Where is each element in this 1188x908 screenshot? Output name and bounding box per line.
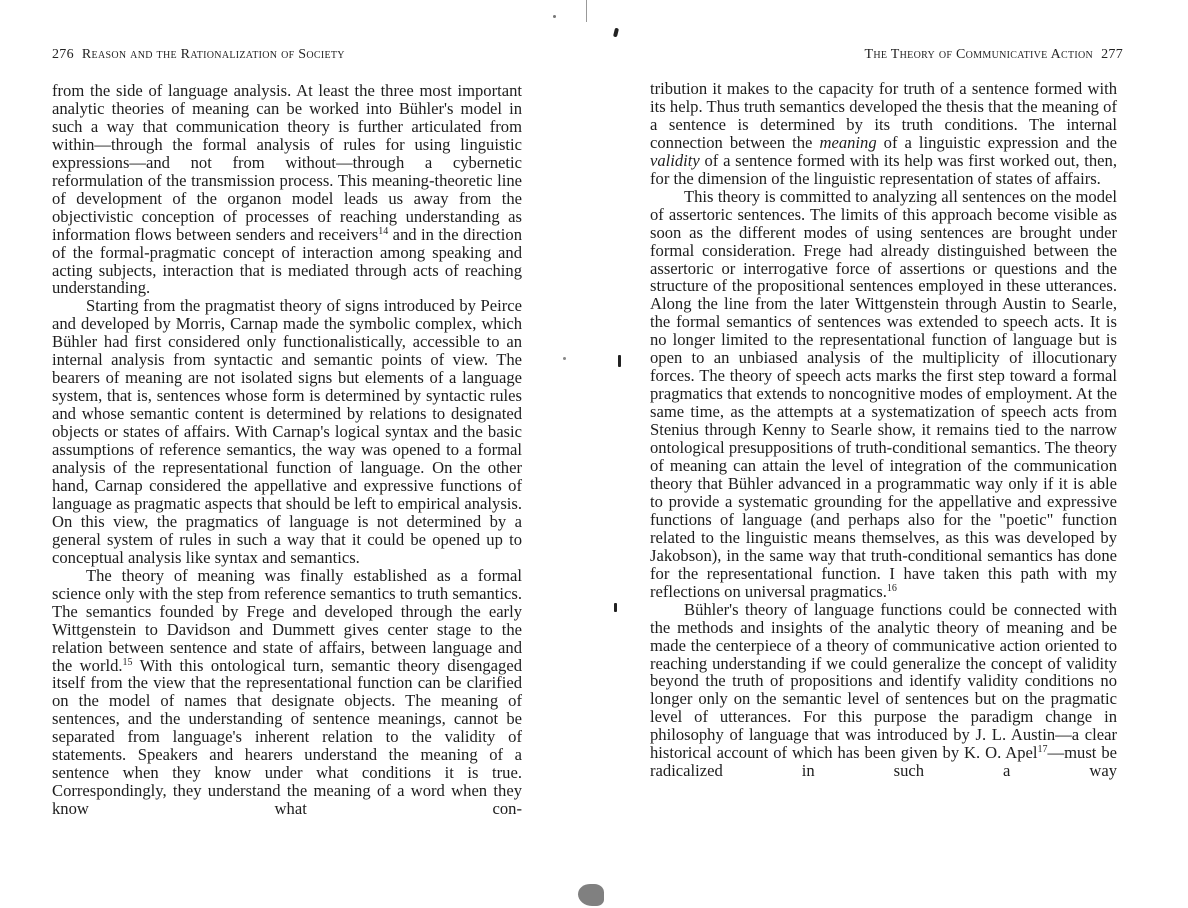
gutter-ink-mark: [614, 603, 617, 612]
footnote-ref: 15: [122, 656, 133, 668]
running-title-left: Reason and the Rationalization of Society: [81, 47, 345, 62]
gutter-speck: [563, 357, 566, 360]
paragraph: Bühler's theory of language functions could be connected with the methods and insights of the analytic theory of meaning and be made the centerpiece of a theory of communicative action oriented to reaching understanding if we could generalize the concept of validity beyond the truth of propositions and identify validity conditions no longer only on the semantic level of sentences but on the pragmatic level of utterances. For this purpose the paradigm change in philosophy of language that was introduced by J. L. Austin—a clear historical account of which has been given by K. O. Apel$^{17}$—must be radicalized in such a way: [650, 599, 1117, 781]
paragraph: This theory is committed to analyzing all sentences on the model of assertoric sentences. The limits of this approach become visible as soon as the different modes of using sentences are brought under formal consideration. Frege had already distinguished between the assertoric or interrogative force of assertions or questions and the structure of the propositional sentences employed in these utterances. Along the line from the later Wittgenstein through Austin to Searle, the formal semantics of sentences was extended to speech acts. It is no longer limited to the representational function of language but is open to an unbiased analysis of the multiplicity of illocutionary forces. The theory of speech acts marks the first step toward a formal pragmatics that extends to noncognitive modes of employment. At the same time, as the attempts at a systematization of speech acts from Stenius through Kenny to Searle show, it remains tied to the narrow ontological presuppositions of truth-conditional semantics. The theory of meaning can attain the level of integration of the communication theory that Bühler advanced in a programmatic way only if it is able to provide a systematic grounding for the appellative and expressive functions of language (and perhaps also for the "poetic" function related to the linguistic means themselves, as this was developed by Jakobson), in the same way that truth-conditional semantics has done for the representational function. I have taken this path with my reflections on universal pragmatics.$^{16}$: [650, 186, 1117, 601]
gutter-smudge: [578, 884, 604, 906]
left-running-head: [52, 46, 345, 63]
footnote-ref: 14: [378, 225, 389, 237]
page-number-left: 276: [52, 47, 74, 62]
emphasis-validity: validity: [650, 150, 700, 170]
paragraph: from the side of language analysis. At least the three most important analytic theories of meaning can be worked into Bühler's model in such a way that communication theory is further articulated from within—through the formal analysis of rules for using linguistic expressions—and not from without—through a cybernetic reformulation of the transmission process. This meaning-theoretic line of development of the organon model leads us away from the objectivistic conception of processes of reaching understanding as information flows between senders and receivers$^{14}$ and in the direction of the formal-pragmatic concept of interaction among speaking and acting subjects, interaction that is mediated through acts of reaching understanding.: [52, 81, 522, 298]
left-body-text: [52, 82, 522, 818]
footnote-ref: 16: [886, 582, 897, 594]
gutter-ink-mark: [618, 355, 621, 367]
page-number-right: 277: [1101, 47, 1123, 62]
paragraph: tribution it makes to the capacity for truth of a sentence formed with its help. Thus truth semantics developed the thesis that the meaning of a sentence is determined by its truth conditions. The internal connection between the meaning of a linguistic expression and the validity of a sentence formed with its help was first worked out, then, for the dimension of the linguistic representation of states of affairs.: [650, 79, 1117, 188]
paragraph: Starting from the pragmatist theory of signs introduced by Peirce and developed by Morris, Carnap made the symbolic complex, which Bühler had first considered only functionalistically, accessible to an internal analysis from syntactic and semantic points of view. The bearers of meaning are not isolated signs but elements of a language system, that is, sentences whose form is determined by syntactic rules and whose semantic content is determined by relations to designated objects or states of affairs. With Carnap's logical syntax and the basic assumptions of reference semantics, the way was opened to a formal analysis of the representational function of language. On the other hand, Carnap considered the appellative and expressive functions of language as pragmatic aspects that should be left to empirical analysis. On this view, the pragmatics of language is not determined by a general system of rules in such a way that it could be opened up to conceptual analysis like syntax and semantics.: [52, 296, 522, 567]
right-running-head: [864, 46, 1123, 63]
right-page: [594, 0, 1188, 908]
running-title-right: The Theory of Communicative Action: [864, 47, 1094, 62]
right-body-text: [650, 80, 1117, 780]
footnote-ref: 17: [1037, 744, 1048, 756]
paragraph: The theory of meaning was finally established as a formal science only with the step from reference semantics to truth semantics. The semantics founded by Frege and developed through the early Wittgenstein to Davidson and Dummett gives center stage to the relation between sentence and state of affairs, between language and the world.$^{15}$ With this ontological turn, semantic theory disengaged itself from the view that the representational function can be clarified on the model of names that designate objects. The meaning of sentences, and the understanding of sentence meanings, cannot be separated from language's inherent relation to the validity of statements. Speakers and hearers understand the meaning of a sentence when they know under what conditions it is true. Correspondingly, they understand the meaning of a word when they know what con-: [52, 565, 522, 819]
gutter-scan-line: [586, 0, 587, 22]
gutter-speck: [553, 15, 556, 18]
emphasis-meaning: meaning: [819, 132, 877, 152]
